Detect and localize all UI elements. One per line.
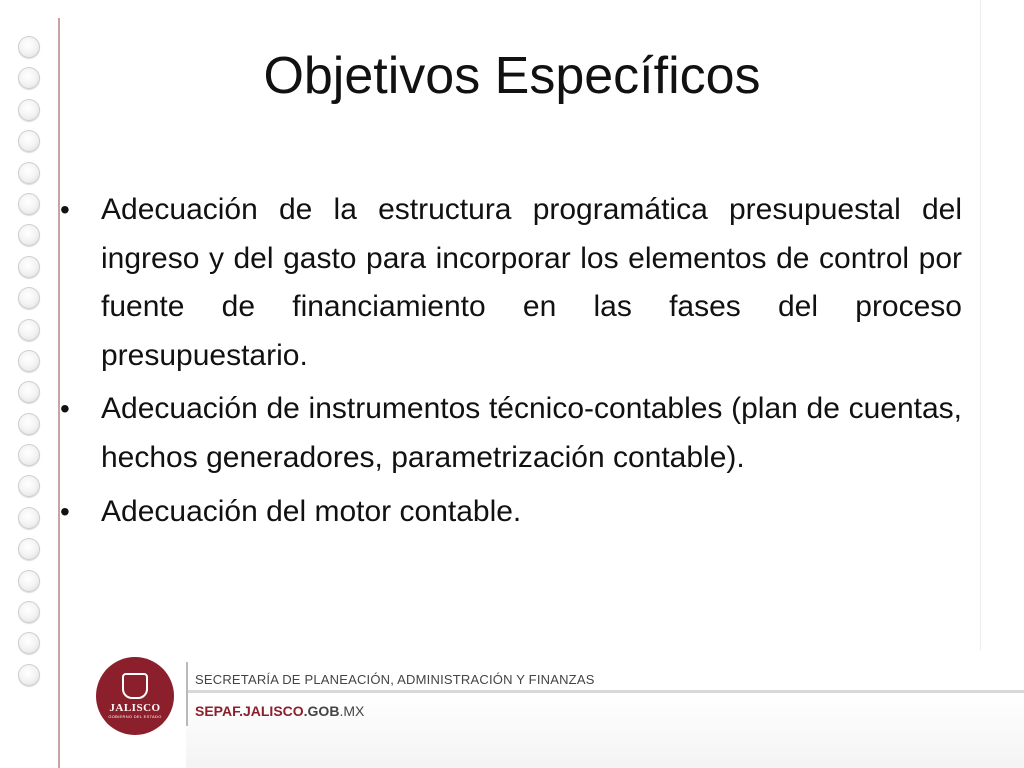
footer-divider <box>186 662 188 726</box>
url-part: .GOB <box>303 703 340 719</box>
page-edge <box>980 0 981 650</box>
bullet-icon: • <box>60 393 70 425</box>
bullet-text: Adecuación de instrumentos técnico-contables (plan de cuentas, hechos generadores, parametrización contable). <box>101 392 962 474</box>
url-part: SEPAF.JALISCO <box>195 703 304 719</box>
bullet-icon: • <box>60 194 70 225</box>
binder-ring-icon <box>18 130 40 152</box>
binder-ring-icon <box>18 413 40 435</box>
binder-ring-icon <box>18 36 40 58</box>
footer-band <box>186 690 1024 768</box>
department-name: SECRETARÍA DE PLANEACIÓN, ADMINISTRACIÓN Y FINANZAS <box>195 672 595 687</box>
binder-ring-icon <box>18 350 40 372</box>
binder-ring-icon <box>18 601 40 623</box>
bullet-list <box>60 186 962 541</box>
url-part: .MX <box>339 703 365 719</box>
bullet-item <box>60 385 962 482</box>
slide-title: Objetivos Específicos <box>263 47 761 105</box>
binder-ring-icon <box>18 664 40 686</box>
binder-ring-icon <box>18 193 40 215</box>
binder-ring-icon <box>18 256 40 278</box>
jalisco-seal-logo <box>96 657 174 735</box>
binder-rings <box>18 36 46 695</box>
binder-ring-icon <box>18 287 40 309</box>
binder-ring-icon <box>18 632 40 654</box>
binder-ring-icon <box>18 538 40 560</box>
binder-ring-icon <box>18 319 40 341</box>
binder-ring-icon <box>18 570 40 592</box>
binder-ring-icon <box>18 162 40 184</box>
website-url <box>195 703 364 719</box>
binder-ring-icon <box>18 381 40 403</box>
bullet-text: Adecuación de la estructura programática presupuestal del ingreso y del gasto para incorporar los elementos de control por fuente de financiamiento en las fases del proceso presupuestario. <box>101 193 962 372</box>
binder-ring-icon <box>18 444 40 466</box>
crest-icon <box>122 673 148 699</box>
footer <box>60 650 1024 768</box>
binder-ring-icon <box>18 224 40 246</box>
binder-ring-icon <box>18 507 40 529</box>
bullet-item <box>60 488 962 537</box>
bullet-item <box>60 186 962 380</box>
binder-ring-icon <box>18 67 40 89</box>
bullet-icon: • <box>60 495 70 527</box>
binder-ring-icon <box>18 99 40 121</box>
seal-subtitle: GOBIERNO DEL ESTADO <box>108 714 162 719</box>
seal-name: JALISCO <box>109 702 161 714</box>
binder-ring-icon <box>18 475 40 497</box>
bullet-text: Adecuación del motor contable. <box>101 494 522 528</box>
